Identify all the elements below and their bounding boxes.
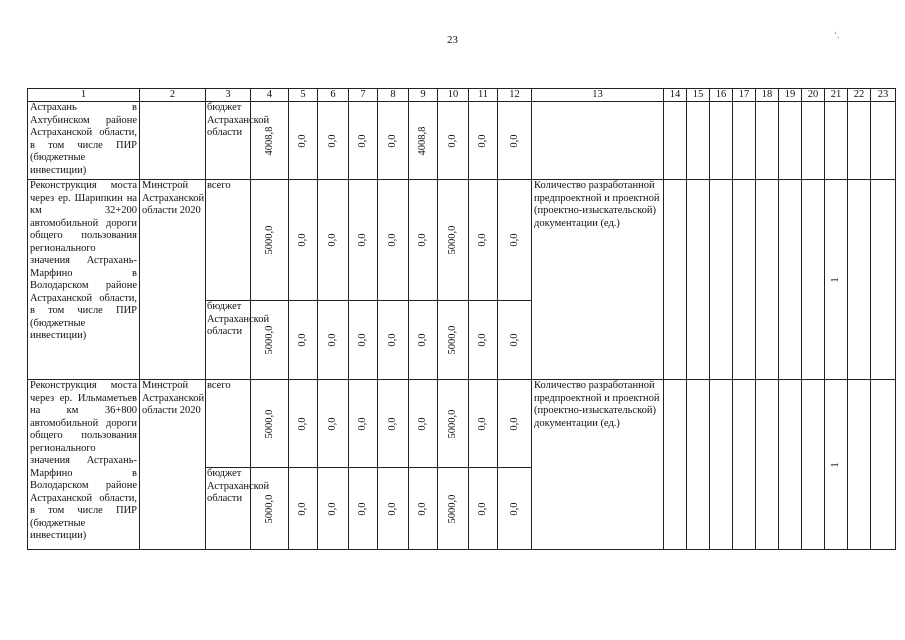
empty-cell [802, 380, 825, 550]
value-cell: 4008,8 [409, 102, 438, 180]
header-cell: 2 [140, 89, 206, 102]
value-cell: 0,0 [378, 380, 409, 468]
empty-cell [848, 102, 871, 180]
value-cell: 0,0 [289, 180, 318, 301]
header-cell: 10 [438, 89, 469, 102]
value-cell: 0,0 [498, 102, 532, 180]
empty-cell [710, 102, 733, 180]
empty-cell [779, 180, 802, 380]
value-cell: 5000,0 [438, 468, 469, 550]
value-cell: 0,0 [318, 301, 349, 380]
empty-cell [756, 180, 779, 380]
empty-cell [733, 180, 756, 380]
empty-cell [848, 380, 871, 550]
indicator-cell: Количество разработанной предпроектной и проектной (проектно-изыскательской) документации (ед.) [532, 180, 664, 380]
object-name-cell: Реконструкция моста через ер. Шарипкин на км 32+200 автомобильной дороги общего пользования регионального значения Астрахань-Марфино в Володарском районе Астраханской области, в том числе ПИР (бюджетные инвестиции) [28, 180, 140, 380]
header-cell: 15 [687, 89, 710, 102]
header-cell: 13 [532, 89, 664, 102]
value-cell: 0,0 [378, 301, 409, 380]
empty-cell [825, 102, 848, 180]
value-cell: 0,0 [318, 468, 349, 550]
header-cell: 3 [206, 89, 251, 102]
value-cell: 0,0 [349, 380, 378, 468]
value-cell: 0,0 [498, 301, 532, 380]
empty-cell [687, 380, 710, 550]
empty-cell [756, 380, 779, 550]
empty-cell [687, 102, 710, 180]
empty-cell [664, 380, 687, 550]
value-cell: 0,0 [378, 468, 409, 550]
program-table [27, 88, 896, 550]
funding-source-cell: всего [206, 380, 251, 468]
header-cell: 23 [871, 89, 896, 102]
value-cell: 0,0 [349, 180, 378, 301]
header-cell: 8 [378, 89, 409, 102]
value-cell: 0,0 [469, 102, 498, 180]
empty-cell [871, 180, 896, 380]
value-cell: 5000,0 [251, 468, 289, 550]
empty-cell [802, 180, 825, 380]
value-cell: 5000,0 [438, 180, 469, 301]
value-cell: 0,0 [409, 180, 438, 301]
value-cell: 5000,0 [251, 301, 289, 380]
value-cell: 0,0 [409, 380, 438, 468]
header-cell: 20 [802, 89, 825, 102]
value-cell: 0,0 [289, 301, 318, 380]
value-cell: 0,0 [469, 468, 498, 550]
header-cell: 21 [825, 89, 848, 102]
value-cell: 5000,0 [251, 180, 289, 301]
header-cell: 7 [349, 89, 378, 102]
empty-cell [848, 180, 871, 380]
empty-cell [871, 102, 896, 180]
header-cell: 14 [664, 89, 687, 102]
table-row [28, 180, 896, 301]
empty-cell [756, 102, 779, 180]
value-cell: 0,0 [289, 468, 318, 550]
value-cell: 0,0 [378, 180, 409, 301]
header-cell: 17 [733, 89, 756, 102]
object-name-cell: Реконструкция моста через ер. Ильмаметьев на км 36+800 автомобильной дороги общего пользования регионального значения Астрахань-Марфино в Володарском районе Астраханской области, в том числе ПИР (бюджетные инвестиции) [28, 380, 140, 550]
value-cell: 0,0 [349, 301, 378, 380]
header-cell: 5 [289, 89, 318, 102]
value-cell: 5000,0 [438, 301, 469, 380]
empty-cell [733, 380, 756, 550]
header-cell: 11 [469, 89, 498, 102]
value-cell: 0,0 [409, 468, 438, 550]
header-cell: 19 [779, 89, 802, 102]
indicator-cell: Количество разработанной предпроектной и проектной (проектно-изыскательской) документации (ед.) [532, 380, 664, 550]
empty-cell [664, 102, 687, 180]
value-cell: 0,0 [409, 301, 438, 380]
executor-cell: Минстрой Астраханской области 2020 [140, 180, 206, 380]
value-cell: 0,0 [318, 380, 349, 468]
value-cell: 0,0 [498, 468, 532, 550]
value-cell: 4008,8 [251, 102, 289, 180]
value-cell: 5000,0 [438, 380, 469, 468]
table-row [28, 102, 896, 180]
table-row [28, 380, 896, 468]
value-cell: 0,0 [349, 468, 378, 550]
header-cell: 9 [409, 89, 438, 102]
value-cell: 5000,0 [251, 380, 289, 468]
header-cell: 1 [28, 89, 140, 102]
value-cell: 0,0 [349, 102, 378, 180]
funding-source-cell: бюджет Астраханской области [206, 102, 251, 180]
value-cell: 0,0 [378, 102, 409, 180]
target-2020-cell: 1 [825, 180, 848, 380]
empty-cell [779, 102, 802, 180]
empty-cell [802, 102, 825, 180]
header-row [28, 89, 896, 102]
funding-source-cell: бюджет Астраханской области [206, 301, 251, 380]
value-cell: 0,0 [289, 102, 318, 180]
value-cell: 0,0 [469, 380, 498, 468]
value-cell: 0,0 [498, 180, 532, 301]
executor-cell: Минстрой Астраханской области 2020 [140, 380, 206, 550]
empty-cell [871, 380, 896, 550]
header-cell: 12 [498, 89, 532, 102]
executor-cell [140, 102, 206, 180]
value-cell: 0,0 [289, 380, 318, 468]
funding-source-cell: всего [206, 180, 251, 301]
header-cell: 16 [710, 89, 733, 102]
scan-speck: ʻ. [834, 30, 840, 40]
empty-cell [664, 180, 687, 380]
funding-source-cell: бюджет Астраханской области [206, 468, 251, 550]
empty-cell [779, 380, 802, 550]
empty-cell [687, 180, 710, 380]
value-cell: 0,0 [438, 102, 469, 180]
empty-cell [733, 102, 756, 180]
object-name-cell: Астрахань в Ахтубинском районе Астраханской области, в том числе ПИР (бюджетные инвестиции) [28, 102, 140, 180]
header-cell: 18 [756, 89, 779, 102]
header-cell: 4 [251, 89, 289, 102]
page-number: 23 [447, 34, 458, 46]
value-cell: 0,0 [318, 180, 349, 301]
value-cell: 0,0 [469, 301, 498, 380]
value-cell: 0,0 [469, 180, 498, 301]
header-cell: 6 [318, 89, 349, 102]
target-2020-cell: 1 [825, 380, 848, 550]
empty-cell [710, 180, 733, 380]
empty-cell [710, 380, 733, 550]
indicator-cell [532, 102, 664, 180]
value-cell: 0,0 [498, 380, 532, 468]
header-cell: 22 [848, 89, 871, 102]
value-cell: 0,0 [318, 102, 349, 180]
